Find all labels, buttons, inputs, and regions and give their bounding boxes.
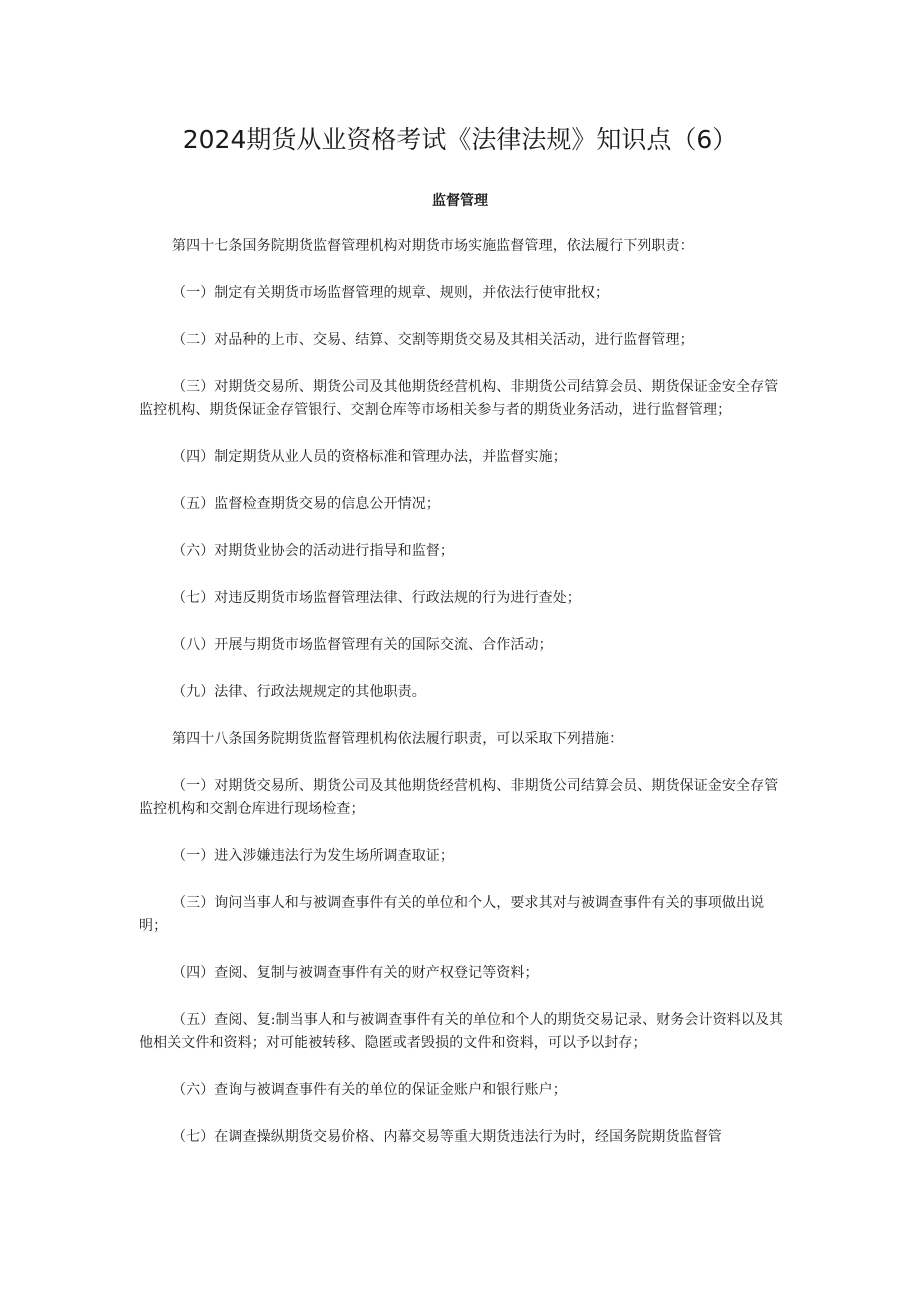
article-48-item-2: （一）进入涉嫌违法行为发生场所调查取证； [172, 848, 454, 864]
article-47-item-3: （三）对期货交易所、期货公司及其他期货经营机构、非期货公司结算会员、期货保证金安全存管监控机构、期货保证金存管银行、交割仓库等市场相关参与者的期货业务活动，进行监督管理； [139, 379, 779, 418]
article-48-item-6: （六）查询与被调查事件有关的单位的保证金账户和银行账户； [172, 1082, 567, 1098]
document-title: 2024期货从业资格考试《法律法规》知识点（6） [182, 125, 738, 154]
article-48-item-5: （五）查阅、复:制当事人和与被调查事件有关的单位和个人的期货交易记录、财务会计资料以及其他相关文件和资料；对可能被转移、隐匿或者毁损的文件和资料，可以予以封存； [139, 1012, 784, 1051]
article-47-item-9: （九）法律、行政法规规定的其他职责。 [172, 684, 426, 700]
article-47-item-1: （一）制定有关期货市场监督管理的规章、规则，并依法行使审批权； [172, 285, 610, 301]
article-48-item-1: （一）对期货交易所、期货公司及其他期货经营机构、非期货公司结算会员、期货保证金安全存管监控机构和交割仓库进行现场检查； [139, 778, 779, 817]
article-47-intro: 第四十七条国务院期货监督管理机构对期货市场实施监督管理，依法履行下列职责： [172, 238, 694, 254]
article-47-item-5: （五）监督检查期货交易的信息公开情况； [172, 496, 440, 512]
article-47-item-4: （四）制定期货从业人员的资格标准和管理办法，并监督实施； [172, 449, 567, 465]
article-47-item-8: （八）开展与期货市场监督管理有关的国际交流、合作活动； [172, 637, 553, 653]
article-47-item-6: （六）对期货业协会的活动进行指导和监督； [172, 543, 454, 559]
article-48-item-4: （四）查阅、复制与被调查事件有关的财产权登记等资料； [172, 965, 539, 981]
article-48-item-3: （三）询问当事人和与被调查事件有关的单位和个人，要求其对与被调查事件有关的事项做出说明； [139, 895, 765, 934]
article-47-item-2: （二）对品种的上市、交易、结算、交割等期货交易及其相关活动，进行监督管理； [172, 332, 694, 348]
document-body [139, 235, 785, 1173]
article-47-item-7: （七）对违反期货市场监督管理法律、行政法规的行为进行查处； [172, 590, 581, 606]
section-heading: 监督管理 [432, 193, 488, 209]
article-48-intro: 第四十八条国务院期货监督管理机构依法履行职责，可以采取下列措施： [172, 731, 624, 747]
article-48-item-7: （七）在调查操纵期货交易价格、内幕交易等重大期货违法行为时，经国务院期货监督管 [172, 1129, 722, 1145]
